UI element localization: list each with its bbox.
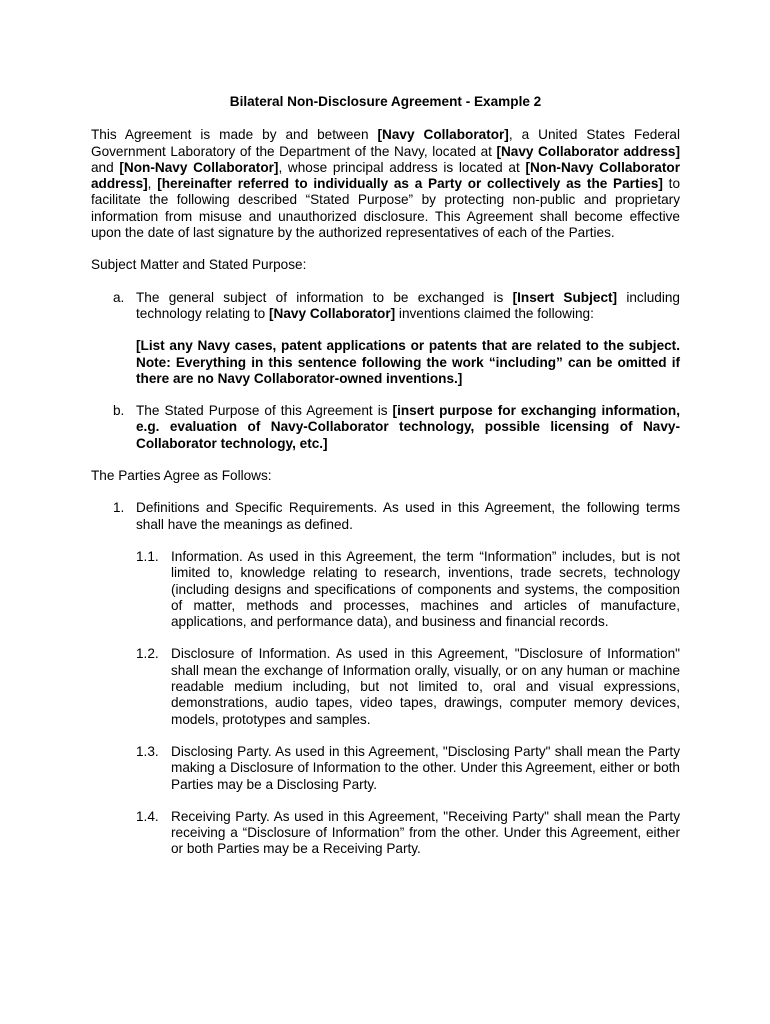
list-item-1 xyxy=(91,500,680,533)
intro-bold-non-navy-address: [Non-Navy Collaborator address] xyxy=(91,159,680,192)
list-item-1-1 xyxy=(91,549,680,630)
item-1-text: Definitions and Specific Requirements. As used in this Agreement, the following terms shall have the meanings as defined. xyxy=(136,500,680,532)
item-1-3-text: Disclosing Party. As used in this Agreement, "Disclosing Party" shall mean the Party making a Disclosure of Information to the other. Under this Agreement, either or both Parties may be a Disclosing Party. xyxy=(171,743,680,792)
intro-text-3: and xyxy=(91,159,120,175)
item-a-text-2: including technology relating to xyxy=(136,289,680,321)
list-marker-1-1: 1.1. xyxy=(136,548,159,564)
item-b-text-1: The Stated Purpose of this Agreement is xyxy=(136,403,393,419)
item-1-1-text: Information. As used in this Agreement, the term “Information” includes, but is not limited to, knowledge relating to research, inventions, trade secrets, technology (including designs and specifications of components and systems, the composition of matter, methods and processes, machines and articles of manufacture, applications, and performance data), and business and financial records. xyxy=(171,548,680,630)
intro-bold-navy-address: [Navy Collaborator address] xyxy=(496,143,680,159)
intro-text-2: , a United States Federal Government Laboratory of the Department of the Navy, located at xyxy=(91,127,680,159)
list-item-1-2 xyxy=(91,646,680,727)
intro-text-4: , whose principal address is located at xyxy=(278,159,526,175)
item-a-bold-subject: [Insert Subject] xyxy=(512,289,618,305)
intro-text-6: to facilitate the following described “Stated Purpose” by protecting non-public and proprietary information from misuse and unauthorized disclosure. This Agreement shall become effective upon the date of last signature by the authorized representatives of each of the Parties. xyxy=(91,176,681,241)
list-marker-1-2: 1.2. xyxy=(136,646,159,662)
item-b-bold-purpose: [insert purpose for exchanging information, e.g. evaluation of Navy-Collaborator technology, possible licensing of Navy-Collaborator technology, etc.] xyxy=(136,403,680,451)
list-marker-b: b. xyxy=(113,403,125,419)
intro-text-1: This Agreement is made by and between xyxy=(91,127,378,143)
item-1-2-text: Disclosure of Information. As used in this Agreement, "Disclosure of Information" shall mean the exchange of Information orally, visually, or on any human or machine readable medium including, but not limited to, oral and visual expressions, demonstrations, audio tapes, video tapes, drawings, computer memory devices, models, prototypes and samples. xyxy=(171,646,680,727)
subject-heading: Subject Matter and Stated Purpose: xyxy=(91,257,307,273)
navy-cases-note: [List any Navy cases, patent applications or patents that are related to the subject. Note: Everything in this sentence following the work “including” can be omitted if there are no Navy Collaborator-owned inventions.] xyxy=(136,338,680,386)
item-a-text-3: inventions claimed the following: xyxy=(395,305,594,321)
document-page xyxy=(91,94,680,874)
intro-text-5: , xyxy=(147,176,158,192)
item-a-text-1: The general subject of information to be exchanged is xyxy=(136,289,513,305)
document-title: Bilateral Non-Disclosure Agreement - Example 2 xyxy=(229,94,542,109)
list-item-1-3 xyxy=(91,744,680,793)
list-item-a xyxy=(91,290,680,323)
item-1-4-text: Receiving Party. As used in this Agreement, "Receiving Party" shall mean the Party receiving a “Disclosure of Information” from the other. Under this Agreement, either or both Parties may be a Receiving Party. xyxy=(171,808,680,857)
item-a-bold-navy-collaborator: [Navy Collaborator] xyxy=(269,305,396,321)
list-item-1-4 xyxy=(91,809,680,858)
list-marker-1-4: 1.4. xyxy=(136,808,159,824)
list-marker-1-3: 1.3. xyxy=(136,743,159,759)
parties-heading: The Parties Agree as Follows: xyxy=(91,468,272,484)
intro-paragraph xyxy=(91,127,680,241)
intro-bold-non-navy-collaborator: [Non-Navy Collaborator] xyxy=(119,159,279,175)
list-marker-a: a. xyxy=(113,289,125,305)
intro-bold-navy-collaborator: [Navy Collaborator] xyxy=(377,127,509,143)
list-marker-1: 1. xyxy=(113,500,125,516)
intro-bold-parties-definition: [hereinafter referred to individually as a Party or collectively as the Parties] xyxy=(157,176,663,192)
list-item-b xyxy=(91,403,680,452)
